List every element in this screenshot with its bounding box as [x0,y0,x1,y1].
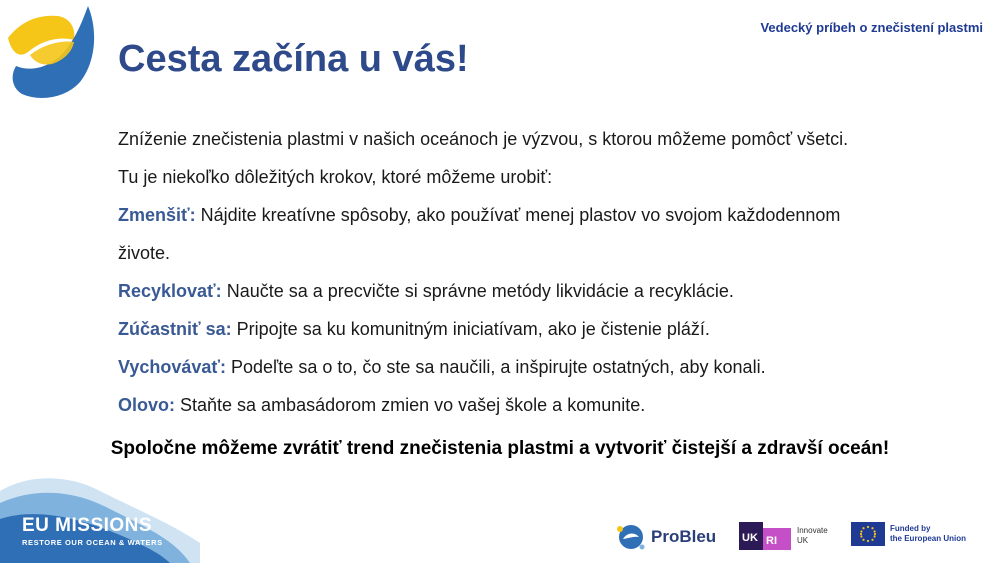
step-text: Pripojte sa ku komunitným iniciatívam, ako je čistenie pláží. [231,319,710,339]
header-tag: Vedecký príbeh o znečistení plastmi [760,20,983,35]
step-recycle [118,272,968,310]
probleu-icon [615,522,647,552]
step-text: Naučte sa a precvičte si správne metódy likvidácie a recyklácie. [221,281,734,301]
intro-line: Tu je niekoľko dôležitých krokov, ktoré môžeme urobiť: [118,167,553,187]
svg-text:UK: UK [742,532,758,544]
step-text: Staňte sa ambasádorom zmien vo vašej škole a komunite. [175,395,646,415]
step-label: Vychovávať: [118,357,227,377]
step-reduce-continued: živote. [118,243,171,263]
eu-funding-text [890,524,966,544]
eu-fund-line2: the European Union [890,534,966,543]
intro-line: Zníženie znečistenia plastmi v našich oceánoch je výzvou, s ktorou môžeme pomôcť všetci. [118,129,849,149]
eu-missions-title: EU MISSIONS [22,515,153,536]
step-participate [118,310,968,348]
step-label: Zúčastniť sa: [118,319,232,339]
probleu-logo [615,522,716,552]
closing-statement: Spoločne môžeme zvrátiť trend znečistenia plastmi a vytvoriť čistejší a zdravší oceán! [110,438,890,459]
ukri-line1: Innovate [797,526,828,535]
ukri-icon [739,522,791,550]
ukri-line2: UK [797,536,809,545]
eu-missions-subtitle: RESTORE OUR OCEAN & WATERS [22,538,163,547]
ukri-text [797,526,828,546]
body-text [118,120,968,424]
eu-flag-icon [851,522,885,546]
probleu-corner-logo [0,0,100,100]
svg-text:RI: RI [766,535,777,547]
step-educate [118,348,968,386]
page-title: Cesta začína u vás! [118,38,469,80]
step-label: Olovo: [118,395,175,415]
step-reduce [118,196,968,234]
step-label: Zmenšiť: [118,205,196,225]
eu-fund-line1: Funded by [890,524,931,533]
eu-funding-logo [851,522,966,546]
ukri-logo [739,522,828,550]
eu-missions-logo [22,515,163,547]
probleu-wordmark: ProBleu [651,527,717,546]
step-lead [118,386,968,424]
step-text: Podeľte sa o to, čo ste sa naučili, a inšpirujte ostatných, aby konali. [226,357,766,377]
step-label: Recyklovať: [118,281,222,301]
step-text: Nájdite kreatívne spôsoby, ako používať menej plastov vo svojom každodennom [195,205,841,225]
